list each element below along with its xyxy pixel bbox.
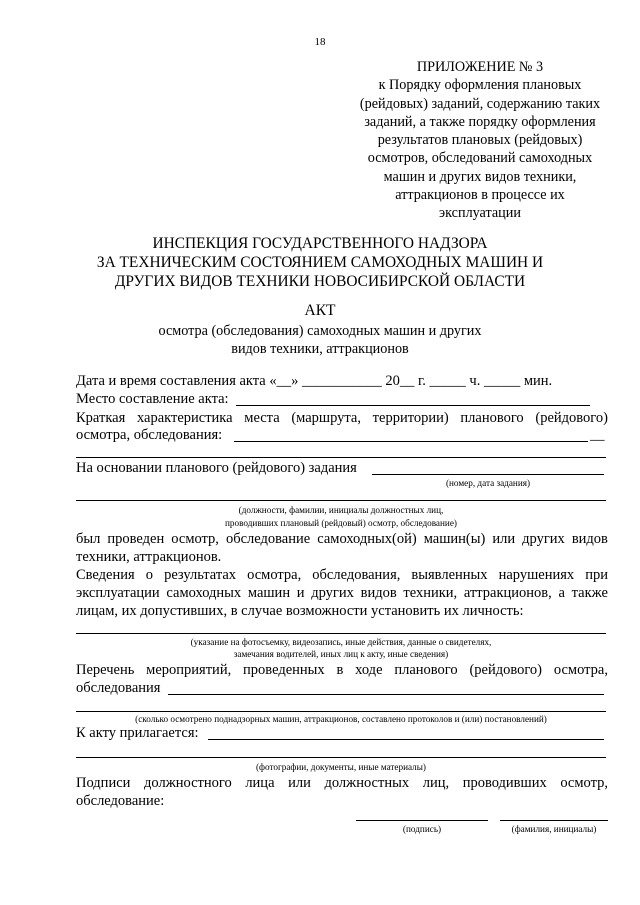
- basis-field: [372, 474, 604, 475]
- organization-heading: [0, 234, 640, 291]
- appendix-title: ПРИЛОЖЕНИЕ № 3: [416, 59, 544, 75]
- word: проведенных: [243, 662, 325, 678]
- appendix-line: к Порядку оформления плановых: [378, 77, 582, 94]
- word: должностного: [144, 775, 232, 791]
- word: (маршрута,: [291, 410, 361, 426]
- signatures-line2: обследование:: [76, 793, 165, 809]
- word: Подписи: [76, 775, 131, 791]
- word: осмотра,: [247, 567, 302, 583]
- word: проведен: [107, 531, 165, 547]
- attach-label: К акту прилагается:: [76, 725, 199, 741]
- appendix-line: машин и других видов техники,: [383, 168, 577, 185]
- word: о: [145, 567, 153, 583]
- officials-field: [76, 500, 606, 501]
- measures-line2-label: обследования: [76, 680, 161, 696]
- act-title: АКТ: [304, 302, 336, 319]
- word: планового: [460, 410, 524, 426]
- attach-field: [208, 739, 604, 740]
- blank-line: [76, 457, 606, 458]
- results-line: [76, 567, 608, 584]
- act-subtitle-line: видов техники, аттракционов: [231, 341, 409, 357]
- officials-hint: проводивших плановый (рейдовый) осмотр, обследование): [225, 518, 457, 528]
- word: Сведения: [76, 567, 135, 583]
- word: места: [244, 410, 280, 426]
- officials-hint: (должности, фамилии, инициалы должностных лиц,: [238, 505, 444, 515]
- name-hint: (фамилия, инициалы): [511, 824, 597, 834]
- word: обследование: [225, 531, 311, 547]
- measures-field-2: [76, 711, 606, 712]
- brief-line2-label: осмотра, обследования:: [76, 427, 223, 443]
- results-line3: лицам, их допустивших, в случае возможности установить их личность:: [76, 603, 524, 619]
- conducted-line2: техники, аттракционов.: [76, 549, 222, 565]
- word: а: [558, 585, 565, 601]
- word: лица: [245, 775, 275, 791]
- organization-line: ДРУГИХ ВИДОВ ТЕХНИКИ НОВОСИБИРСКОЙ ОБЛАСТИ: [114, 273, 526, 290]
- word: ходе: [355, 662, 383, 678]
- word: самоходных(ой): [317, 531, 417, 547]
- word: других: [311, 585, 354, 601]
- signature-hint: (подпись): [402, 824, 442, 834]
- attach-field-2: [76, 757, 606, 758]
- organization-line: ЗА ТЕХНИЧЕСКИМ СОСТОЯНИЕМ САМОХОДНЫХ МАШИН И: [96, 254, 544, 271]
- results-field: [76, 633, 606, 634]
- appendix-line: осмотров, обследований самоходных: [367, 150, 593, 167]
- word: нарушениях: [498, 567, 575, 583]
- basis-label: На основании планового (рейдового) задания: [76, 460, 357, 476]
- appendix-line: (рейдовых) заданий, содержанию таких: [359, 95, 601, 112]
- word: также: [571, 585, 608, 601]
- appendix-line: результатов плановых (рейдовых): [377, 132, 583, 149]
- word: осмотр,: [560, 775, 608, 791]
- organization-line: ИНСПЕКЦИЯ ГОСУДАРСТВЕННОГО НАДЗОРА: [152, 235, 488, 252]
- place-label: Место составление акта:: [76, 391, 229, 407]
- word: видов: [571, 531, 608, 547]
- word: (рейдового): [535, 410, 608, 426]
- word: выявленных: [411, 567, 488, 583]
- word: машин: [247, 585, 291, 601]
- word: Перечень: [76, 662, 135, 678]
- signature-field: [356, 820, 488, 821]
- word: лиц,: [422, 775, 450, 791]
- measures-field: [168, 694, 604, 695]
- appendix-line: эксплуатации: [439, 205, 521, 222]
- word: аттракционов,: [463, 585, 552, 601]
- brief-line2-tail: __: [590, 427, 605, 443]
- word: планового: [394, 662, 458, 678]
- word: или: [492, 531, 516, 547]
- word: проводивших: [462, 775, 547, 791]
- brief-line: [76, 410, 608, 427]
- word: результатах: [164, 567, 237, 583]
- place-line: [236, 405, 590, 406]
- word: и: [296, 585, 305, 601]
- basis-hint: (номер, дата задания): [445, 478, 531, 488]
- measures-line: [76, 662, 608, 679]
- results-hint: (указание на фотосъемку, видеозапись, иные действия, данные о свидетелях,: [190, 637, 492, 647]
- act-subtitle-line: осмотра (обследования) самоходных машин и других: [158, 323, 482, 339]
- results-line: [76, 585, 608, 602]
- word: осмотра,: [553, 662, 608, 678]
- word: техники,: [403, 585, 458, 601]
- appendix-line: аттракционов в процессе их: [395, 187, 565, 204]
- word: в: [336, 662, 344, 678]
- word: осмотр,: [171, 531, 219, 547]
- word: обследования,: [312, 567, 401, 583]
- word: Краткая: [76, 410, 126, 426]
- word: при: [585, 567, 608, 583]
- results-hint: замечания водителей, иных лиц к акту, иные сведения): [233, 649, 449, 659]
- attach-hint: (фотографии, документы, иные материалы): [255, 762, 426, 772]
- appendix-block: [330, 58, 630, 223]
- word: или: [288, 775, 311, 791]
- brief-line2-field: [234, 441, 588, 442]
- conducted-line: [76, 531, 608, 548]
- page-number: 18: [314, 36, 326, 48]
- name-field: [500, 820, 608, 821]
- appendix-line: заданий, а также порядку оформления: [364, 113, 596, 130]
- measures-hint: (сколько осмотрено поднадзорных машин, аттракционов, составлено протоколов и (или) постановлений): [135, 714, 547, 724]
- act-subtitle: [0, 322, 640, 358]
- word: эксплуатации: [76, 585, 160, 601]
- word: был: [76, 531, 101, 547]
- signatures-line: [76, 775, 608, 792]
- word: мероприятий,: [146, 662, 232, 678]
- word: характеристика: [136, 410, 233, 426]
- word: территории): [372, 410, 449, 426]
- date-time-line: Дата и время составления акта «__» ___________ 20__ г. _____ ч. _____ мин.: [76, 373, 553, 389]
- word: самоходных: [166, 585, 242, 601]
- word: (рейдового): [469, 662, 543, 678]
- word: должностных: [324, 775, 410, 791]
- word: других: [522, 531, 565, 547]
- word: видов: [360, 585, 397, 601]
- word: машин(ы): [423, 531, 486, 547]
